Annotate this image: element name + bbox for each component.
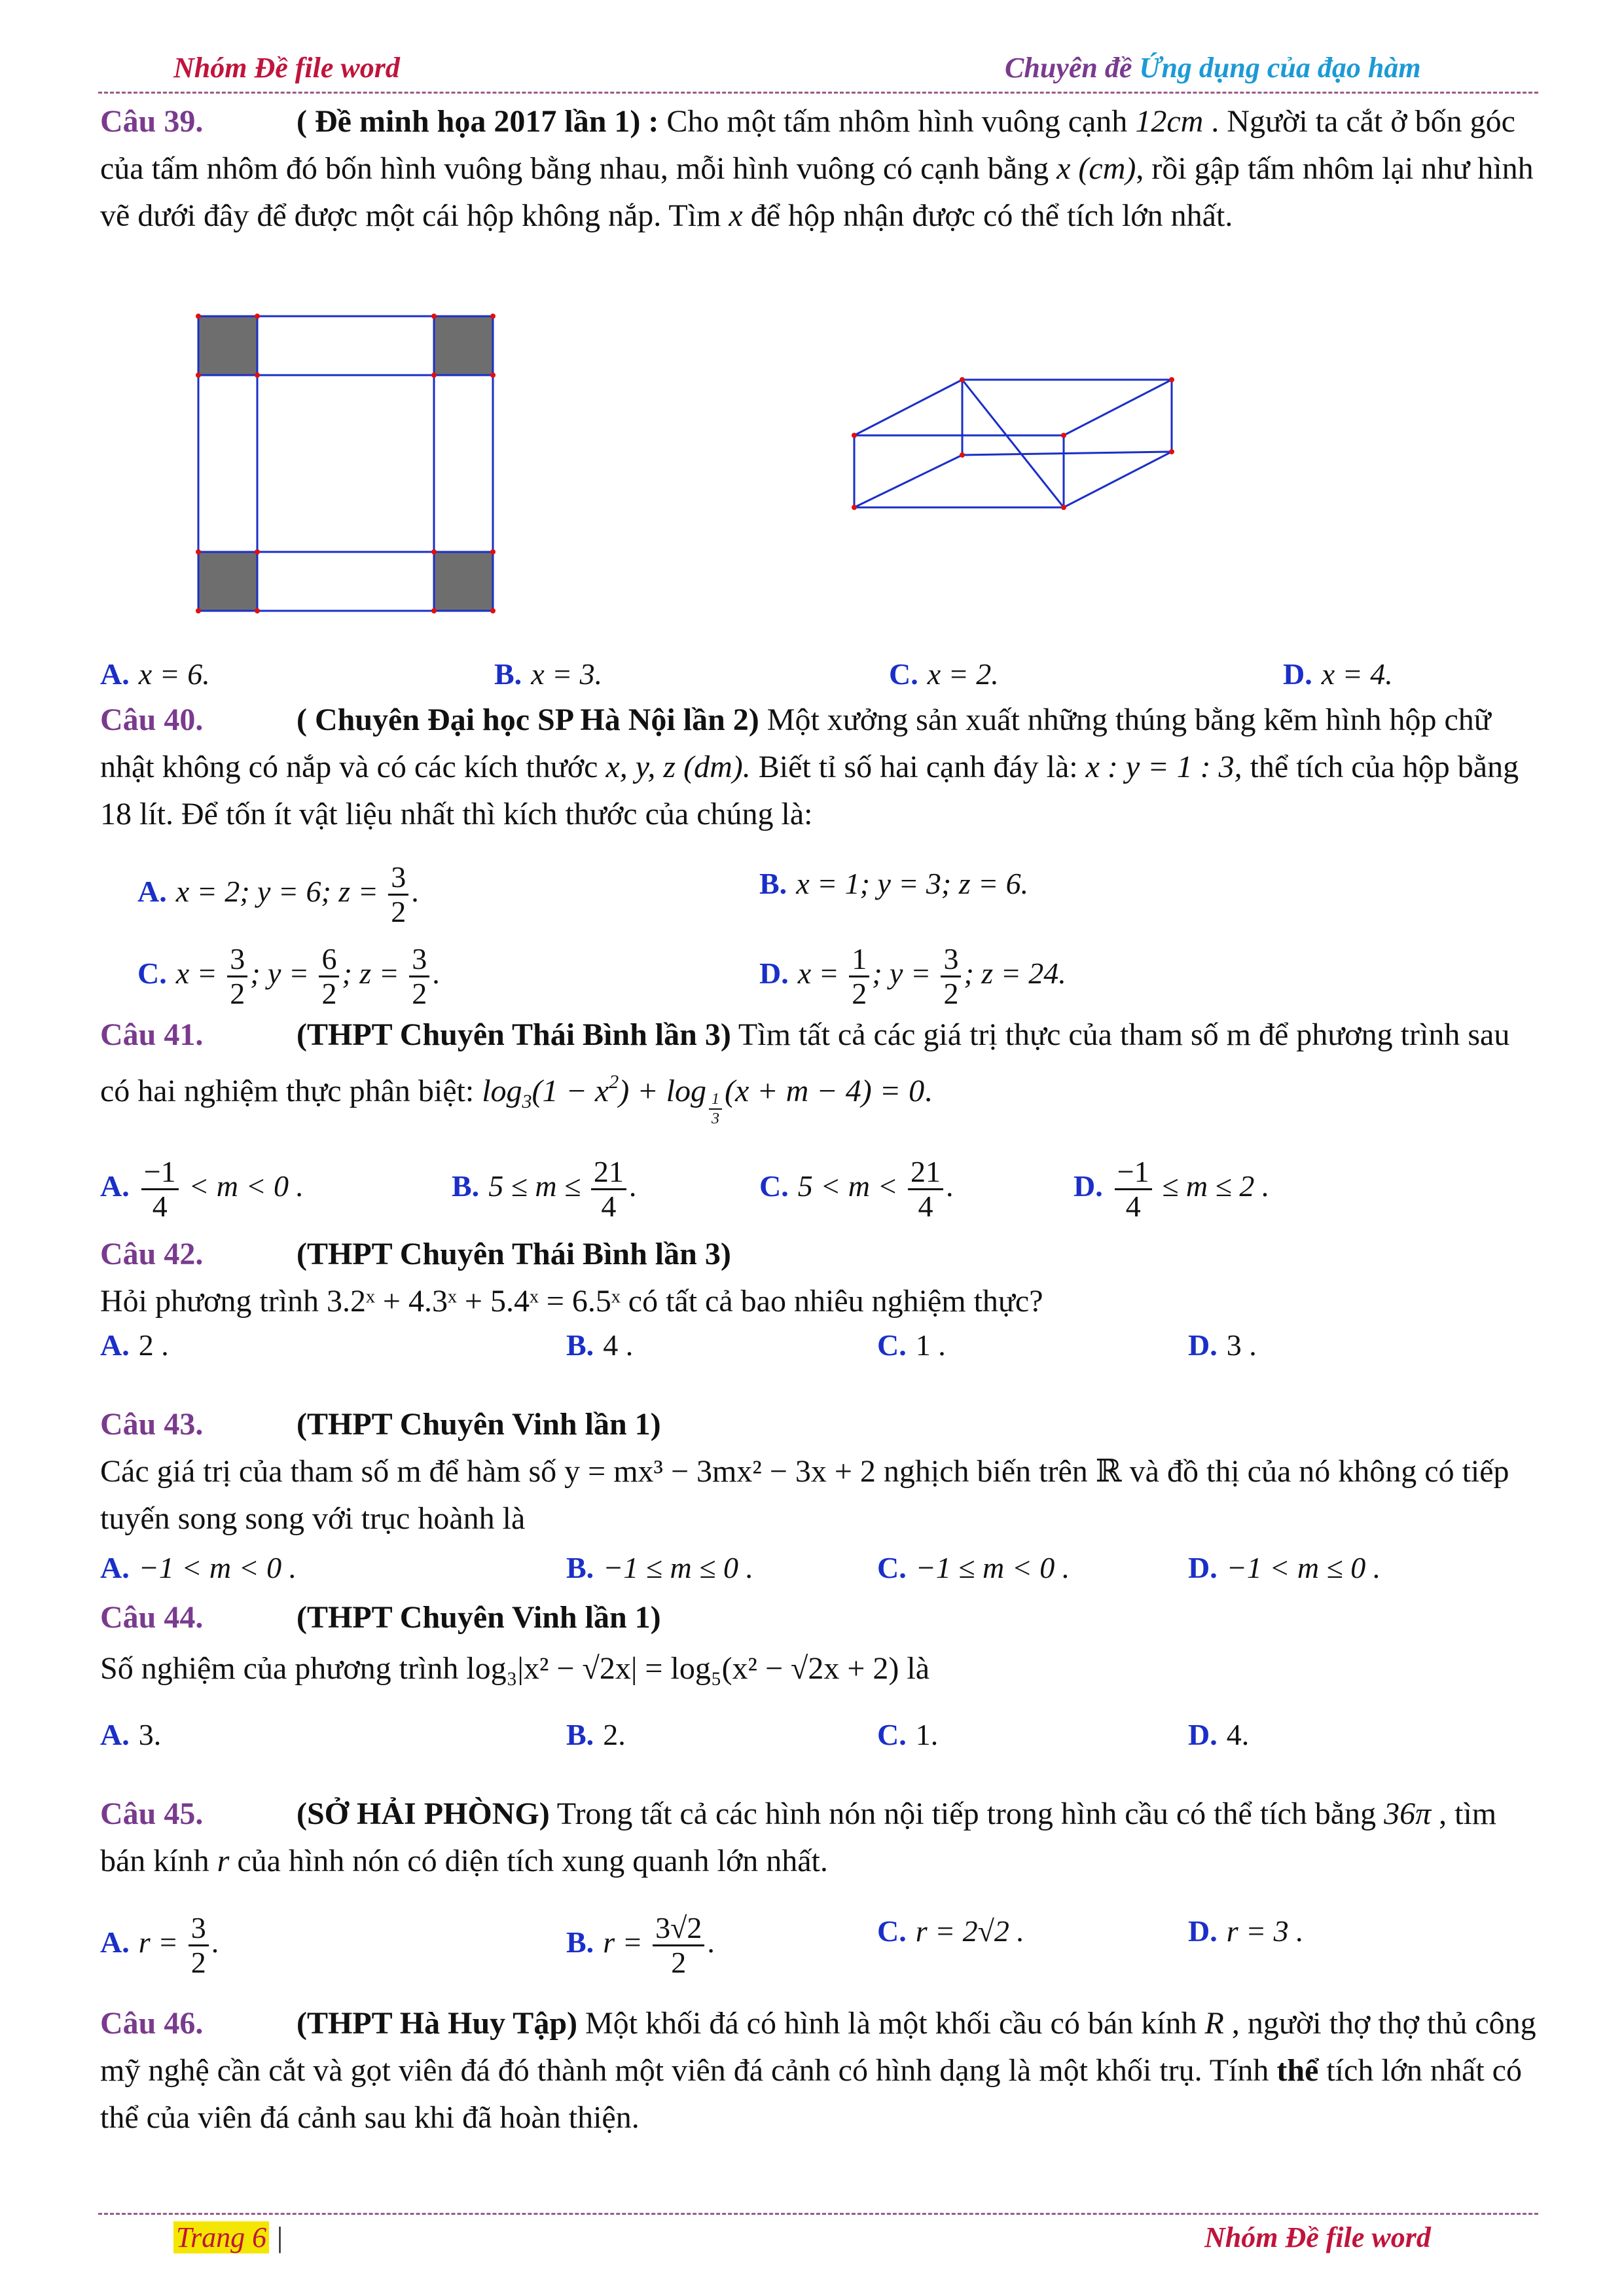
question-number: Câu 43. [100,1407,204,1442]
math-inline: x : y = 1 : 3, [1085,750,1242,784]
option-c[interactable] [759,1156,954,1223]
question-number: Câu 42. [100,1237,204,1271]
question-text: Một xưởng sản xuất những thúng bằng kẽm hình hộp chữ nhật không có nắp và có các kích thước [100,702,1491,784]
option-letter: C. [889,657,918,691]
fraction-numerator: −1 [1115,1156,1152,1190]
option-text: x = 6. [138,657,210,691]
fraction-denominator: 2 [852,977,867,1010]
question-number: Câu 44. [100,1600,204,1635]
option-text: 5 ≤ m ≤ [488,1169,588,1203]
question-number: Câu 45. [100,1796,204,1831]
option-text: r = [138,1925,186,1959]
fraction-numerator: 6 [319,943,339,977]
option-text: x = 2. [927,657,999,691]
option-letter: B. [566,1551,594,1584]
math-text: ) + log [619,1074,706,1108]
option-d[interactable] [1188,1912,1304,1951]
option-a[interactable] [100,1715,161,1755]
question-text: tích lớn nhất có thể của viên đá cảnh sau khi đã hoàn thiện. [100,2053,1522,2135]
math-inline: x, y, z (dm). [605,750,751,784]
math-inline: R [1204,2006,1224,2041]
option-text: 4 . [603,1328,634,1362]
fraction [941,943,961,1010]
option-letter: D. [1074,1169,1103,1203]
question-text: Các giá trị của tham số m để hàm số y = mx³ − 3mx² − 3x + 2 nghịch biến trên ℝ và đồ thị của nó không có tiếp tuyến song song với trục hoành là [100,1454,1509,1536]
corner-square [198,552,257,611]
option-text: x = 1; y = 3; z = 6. [796,867,1029,900]
option-letter: B. [494,657,522,691]
option-text: r = [603,1925,651,1959]
option-b[interactable] [566,1548,753,1588]
fraction-denominator: 4 [152,1190,168,1223]
question-source: ( Đề minh họa 2017 lần 1) : [297,104,659,139]
option-text: −1 < m ≤ 0 . [1226,1551,1381,1584]
question-text: Trong tất cả các hình nón nội tiếp trong hình cầu có thể tích bằng [549,1796,1384,1831]
option-c[interactable] [877,1912,1024,1951]
option-letter: D. [1188,1718,1218,1751]
option-letter: C. [877,1718,907,1751]
option-text: −1 ≤ m ≤ 0 . [603,1551,753,1584]
fraction-numerator: 3 [227,943,247,977]
math-inline: x [729,198,743,233]
fraction-denominator: 2 [230,977,245,1010]
fraction-numerator: 21 [908,1156,943,1190]
option-letter: A. [100,657,130,691]
option-text: . [411,875,419,909]
fraction-denominator: 3 [711,1110,719,1127]
question-45 [100,1791,1539,1885]
fraction [1115,1156,1152,1223]
question-number: Câu 41. [100,1017,204,1052]
fraction-numerator: 1 [709,1090,722,1110]
option-text: x = 3. [531,657,603,691]
fraction-denominator: 2 [190,1946,206,1979]
fraction [908,1156,943,1223]
option-b[interactable] [452,1156,636,1223]
fraction-numerator: 3 [189,1912,209,1946]
option-letter: C. [759,1169,789,1203]
question-43 [100,1401,1539,1542]
math-inline: 12cm [1135,104,1204,139]
footer-separator: | [277,2221,283,2253]
question-source: (THPT Chuyên Thái Bình lần 3) [297,1017,731,1052]
fraction [189,1912,209,1979]
option-text: ; z = 24. [964,957,1066,991]
option-text: x = 2; y = 6; z = [175,875,386,909]
math-text: (x + m − 4) = 0 [724,1074,925,1108]
fraction-numerator: 3 [941,943,961,977]
option-text: 5 < m < [797,1169,906,1203]
fraction [319,943,339,1010]
question-number: Câu 39. [100,104,204,139]
math-inline: 36π [1384,1796,1432,1831]
option-text: 1. [915,1718,939,1751]
question-44 [100,1594,1539,1692]
fraction-denominator: 2 [321,977,337,1010]
fraction-numerator: 21 [591,1156,626,1190]
header-topic: Ứng dụng của đạo hàm [1139,52,1421,84]
corner-square [434,552,493,611]
option-letter: A. [100,1328,130,1362]
math-inline: x (cm) [1056,151,1136,186]
option-letter: B. [759,867,787,900]
question-source: ( Chuyên Đại học SP Hà Nội lần 2) [297,702,759,737]
option-text: ≤ m ≤ 2 . [1154,1169,1270,1203]
option-text: r = 3 . [1226,1914,1304,1948]
option-b[interactable] [494,655,602,694]
header-right-prefix: Chuyên đề [1005,52,1140,84]
option-letter: C. [137,957,167,991]
option-letter: B. [566,1718,594,1751]
question-text: để hộp nhận được có thể tích lớn nhất. [742,198,1233,233]
option-text: . [211,1925,219,1959]
fraction [227,943,247,1010]
option-letter: C. [877,1551,907,1584]
option-text: ; z = [342,957,407,991]
option-d[interactable] [1188,1326,1257,1365]
question-text: Một khối đá có hình là một khối cầu có bán kính [577,2006,1205,2041]
header-left: Nhóm Đề file word [173,52,400,84]
option-text: . [707,1925,715,1959]
option-b[interactable] [566,1912,715,1979]
option-d[interactable] [759,943,1066,1010]
option-letter: D. [1188,1328,1218,1362]
option-letter: D. [1188,1551,1218,1584]
option-d[interactable] [1188,1715,1249,1755]
fraction-numerator: 3 [388,861,408,896]
question-41 [100,1011,1539,1128]
option-letter: A. [100,1551,130,1584]
fraction [849,943,869,1010]
log-base-fraction [709,1090,722,1128]
option-d[interactable] [1074,1156,1269,1223]
sheet-figure [190,308,504,622]
option-a[interactable] [100,1326,169,1365]
question-text: Biết tỉ số hai cạnh đáy là: [750,750,1086,784]
option-text: . [628,1169,637,1203]
question-39 [100,98,1539,240]
option-text: ; y = [250,957,317,991]
fraction-numerator: 1 [849,943,869,977]
math-inline: r [217,1844,230,1878]
exponent: 2 [609,1071,619,1093]
option-letter: D. [1188,1914,1218,1948]
option-letter: A. [100,1169,130,1203]
fraction-denominator: 4 [918,1190,933,1223]
option-a[interactable] [100,655,210,694]
footer-group: Nhóm Đề file word [1204,2221,1431,2253]
log-symbol: log [482,1074,522,1108]
corner-square [434,316,493,375]
question-text: Tìm tất cả các giá trị thực của tham số m để phương trình sau có hai nghiệm thực phân biệt: [100,1017,1510,1108]
box-edges [854,380,1172,507]
fraction-denominator: 4 [1125,1190,1141,1223]
fraction-denominator: 2 [412,977,427,1010]
fraction-numerator: −1 [141,1156,179,1190]
option-text: x = 4. [1321,657,1393,691]
fraction-denominator: 2 [391,895,406,928]
fraction-numerator: 3√2 [653,1912,704,1946]
question-source: (THPT Chuyên Vinh lần 1) [297,1600,661,1635]
fraction-numerator: 3 [409,943,429,977]
question-source: (THPT Hà Huy Tập) [297,2006,577,2041]
option-text: < m < 0 . [181,1169,304,1203]
option-text: r = 2√2 . [915,1914,1024,1948]
option-c[interactable] [137,943,440,1010]
fraction [141,1156,179,1223]
option-text: x = [175,957,225,991]
option-letter: B. [566,1328,594,1362]
option-letter: D. [759,957,789,991]
option-text: ; y = [872,957,939,991]
option-text: x = [797,957,847,991]
page-number: Trang 6 [173,2221,269,2253]
option-letter: C. [877,1914,907,1948]
math-text: (1 − x [532,1074,609,1108]
emphasis-word: thể [1276,2053,1319,2088]
option-text: . [432,957,440,991]
question-text: Hỏi phương trình 3.2ˣ + 4.3ˣ + 5.4ˣ = 6.5ˣ có tất cả bao nhiêu nghiệm thực? [100,1284,1043,1319]
option-d[interactable] [1188,1548,1380,1588]
option-letter: A. [137,875,167,909]
question-text: . [924,1074,933,1108]
option-b[interactable] [566,1715,626,1755]
header-rule [98,92,1538,94]
option-b[interactable] [566,1326,633,1365]
option-c[interactable] [877,1715,938,1755]
fraction [409,943,429,1010]
option-a[interactable] [100,1156,304,1223]
question-text: . Người ta cắt ở bốn góc của tấm nhôm đó bốn hình vuông bằng nhau, mỗi hình vuông có cạnh bằng [100,104,1515,186]
option-letter: C. [877,1328,907,1362]
option-text: 3. [138,1718,162,1751]
option-a[interactable] [100,1912,219,1979]
question-text: , tìm bán kính [100,1796,1497,1878]
option-letter: A. [100,1718,130,1751]
question-40 [100,697,1539,838]
sheet-inner [257,375,434,552]
question-text: , rồi gập tấm nhôm lại như hình vẽ dưới đây để được một cái hộp không nắp. Tìm [100,151,1534,233]
option-text: 4. [1226,1718,1250,1751]
question-text: thể tích của hộp bằng 18 lít. Để tốn ít vật liệu nhất thì kích thước của chúng là: [100,750,1519,831]
question-source: (THPT Chuyên Vinh lần 1) [297,1407,661,1442]
corner-square [198,316,257,375]
option-text: 1 . [915,1328,946,1362]
option-c[interactable] [889,655,999,694]
question-text: Số nghiệm của phương trình log₃|x² − √2x| = log₅(x² − √2x + 2) là [100,1651,930,1686]
option-text: −1 < m < 0 . [138,1551,297,1584]
header-right [1005,51,1421,84]
fraction-denominator: 4 [601,1190,617,1223]
option-d[interactable] [1283,655,1393,694]
question-text: Cho một tấm nhôm hình vuông cạnh [659,104,1136,139]
option-letter: B. [566,1925,594,1959]
box-figure [844,373,1198,517]
option-letter: A. [100,1925,130,1959]
option-text: 2 . [138,1328,169,1362]
option-text: . [946,1169,954,1203]
log-base: 3 [522,1091,532,1112]
question-number: Câu 40. [100,702,204,737]
option-c[interactable] [877,1548,1070,1588]
question-text: , người thợ thợ thủ công mỹ nghệ cần cắt và gọt viên đá đó thành một viên đá cảnh có hình dạng là một khối trụ. Tính [100,2006,1536,2088]
fraction-denominator: 2 [943,977,959,1010]
fraction [591,1156,626,1223]
question-number: Câu 46. [100,2006,204,2041]
option-text: 2. [603,1718,626,1751]
option-a[interactable] [100,1548,297,1588]
question-text: của hình nón có diện tích xung quanh lớn nhất. [229,1844,828,1878]
option-letter: D. [1283,657,1312,691]
fraction-denominator: 2 [671,1946,687,1979]
option-letter: B. [452,1169,480,1203]
option-text: 3 . [1226,1328,1257,1362]
question-source: (SỞ HẢI PHÒNG) [297,1796,550,1831]
option-text: −1 ≤ m < 0 . [915,1551,1070,1584]
footer-page [173,2221,283,2254]
option-a[interactable] [137,861,419,928]
math-inline [482,1071,925,1127]
option-b[interactable] [759,864,1028,903]
question-source: (THPT Chuyên Thái Bình lần 3) [297,1237,731,1271]
fraction [388,861,408,928]
question-42 [100,1231,1539,1325]
footer-rule [98,2213,1538,2215]
question-46 [100,2000,1539,2141]
option-c[interactable] [877,1326,946,1365]
fraction [653,1912,704,1979]
